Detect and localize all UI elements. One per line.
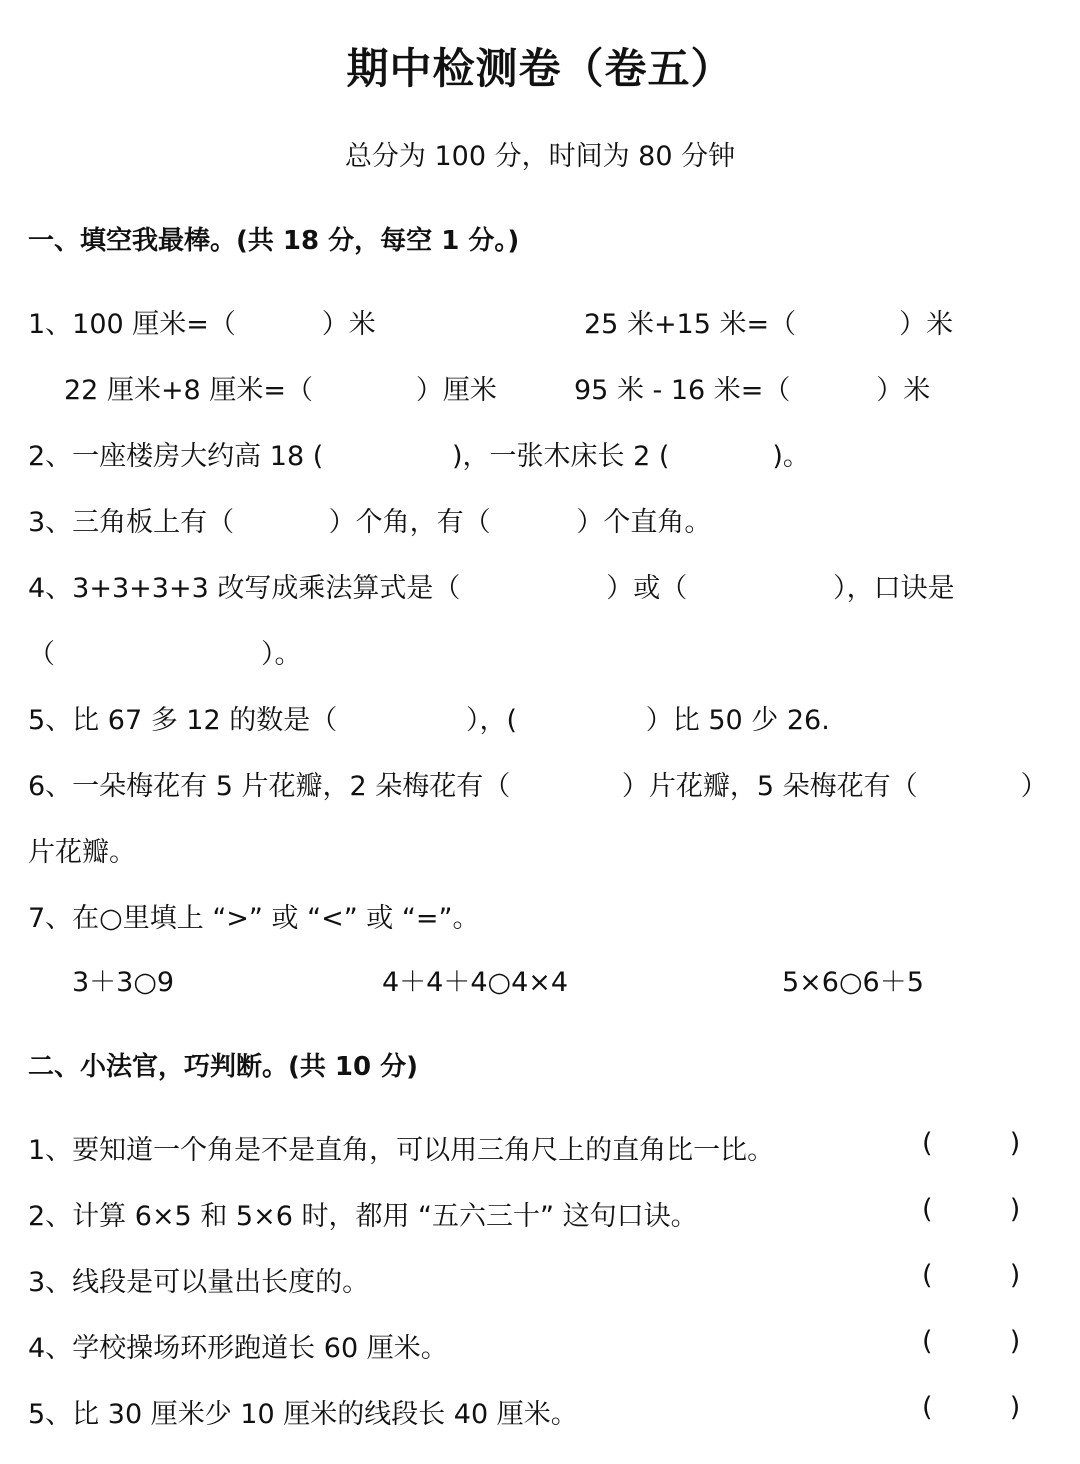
answer-bracket: ( ) <box>922 1260 1021 1291</box>
section-2-heading: 二、小法官，巧判断。(共 10 分) <box>28 1052 419 1082</box>
answer-bracket: ( ) <box>922 1194 1021 1225</box>
compare-item: 5×6○6＋5 <box>782 967 924 998</box>
judge-item-5: 5、比 30 厘米少 10 厘米的线段长 40 厘米。 <box>28 1399 578 1430</box>
judge-item-4: 4、学校操场环形跑道长 60 厘米。 <box>28 1333 448 1364</box>
question-6-line-1: 6、一朵梅花有 5 片花瓣，2 朵梅花有（ ）片花瓣，5 朵梅花有（ ） <box>28 771 1048 802</box>
judge-item-3: 3、线段是可以量出长度的。 <box>28 1267 370 1298</box>
page-title: 期中检测卷（卷五） <box>346 44 734 93</box>
question-3: 3、三角板上有（ ）个角，有（ ）个直角。 <box>28 507 712 538</box>
answer-bracket: ( ) <box>922 1326 1021 1357</box>
question-6-line-2: 片花瓣。 <box>28 837 136 868</box>
judge-item-1: 1、要知道一个角是不是直角，可以用三角尺上的直角比一比。 <box>28 1135 775 1166</box>
question-1b: 25 米+15 米=（ ）米 <box>584 309 954 340</box>
answer-bracket: ( ) <box>922 1128 1021 1159</box>
compare-item: 4＋4＋4○4×4 <box>382 967 569 998</box>
answer-bracket: ( ) <box>922 1392 1021 1423</box>
question-1c: 22 厘米+8 厘米=（ ）厘米 <box>64 375 497 406</box>
question-4-line-2: （ ）。 <box>28 639 302 670</box>
question-2: 2、一座楼房大约高 18 ( )，一张木床长 2 ( )。 <box>28 441 810 472</box>
question-5: 5、比 67 多 12 的数是（ ），( ）比 50 少 26. <box>28 705 830 736</box>
judge-item-2: 2、计算 6×5 和 5×6 时，都用 “五六三十” 这句口诀。 <box>28 1201 698 1232</box>
question-1d: 95 米 - 16 米=（ ）米 <box>574 375 931 406</box>
question-4-line-1: 4、3+3+3+3 改写成乘法算式是（ ）或（ ），口诀是 <box>28 573 955 604</box>
question-1a: 1、100 厘米=（ ）米 <box>28 309 376 340</box>
compare-item: 3＋3○9 <box>72 967 175 998</box>
page-subtitle: 总分为 100 分，时间为 80 分钟 <box>344 141 736 172</box>
question-7: 7、在○里填上 “>” 或 “<” 或 “=”。 <box>28 903 480 934</box>
section-1-heading: 一、填空我最棒。(共 18 分，每空 1 分。) <box>28 226 520 256</box>
